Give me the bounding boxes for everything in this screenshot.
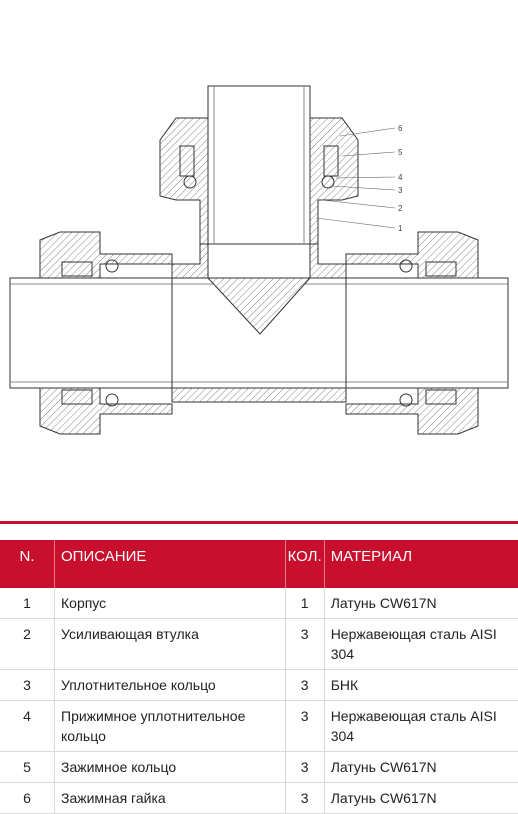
table-row xyxy=(0,588,518,619)
part-callouts xyxy=(398,124,403,233)
row-number: 5 xyxy=(0,752,55,783)
callout-4: 4 xyxy=(398,173,403,182)
row-material: БНК xyxy=(324,670,518,701)
header-quantity: КОЛ. xyxy=(285,540,324,588)
table-row xyxy=(0,619,518,670)
row-quantity: 1 xyxy=(285,588,324,619)
row-material: Латунь CW617N xyxy=(324,588,518,619)
callout-2: 2 xyxy=(398,204,403,213)
row-quantity: 3 xyxy=(285,783,324,814)
row-material: Латунь CW617N xyxy=(324,752,518,783)
table-row xyxy=(0,701,518,752)
header-description: ОПИСАНИЕ xyxy=(55,540,286,588)
header-number: N. xyxy=(0,540,55,588)
table-row xyxy=(0,752,518,783)
body-wall-bottom xyxy=(172,388,346,402)
left-nut xyxy=(40,232,172,278)
row-quantity: 3 xyxy=(285,752,324,783)
table-header-row xyxy=(0,540,518,588)
row-number: 6 xyxy=(0,783,55,814)
row-description: Зажимная гайка xyxy=(55,783,286,814)
body-core xyxy=(208,278,310,334)
callout-1: 1 xyxy=(398,224,403,233)
row-quantity: 3 xyxy=(285,670,324,701)
table-row xyxy=(0,670,518,701)
row-description: Уплотнительное кольцо xyxy=(55,670,286,701)
row-description: Зажимное кольцо xyxy=(55,752,286,783)
row-material: Нержавеющая сталь AISI 304 xyxy=(324,701,518,752)
row-number: 2 xyxy=(0,619,55,670)
callout-6: 6 xyxy=(398,124,403,133)
header-material: МАТЕРИАЛ xyxy=(324,540,518,588)
vertical-pipe xyxy=(208,86,310,244)
callout-3: 3 xyxy=(398,186,403,195)
row-number: 3 xyxy=(0,670,55,701)
row-number: 1 xyxy=(0,588,55,619)
section-divider xyxy=(0,521,518,524)
row-number: 4 xyxy=(0,701,55,752)
table-row xyxy=(0,783,518,814)
parts-table xyxy=(0,540,518,814)
row-description: Усиливающая втулка xyxy=(55,619,286,670)
body-wall-top-left xyxy=(172,244,208,278)
row-description: Корпус xyxy=(55,588,286,619)
row-material: Нержавеющая сталь AISI 304 xyxy=(324,619,518,670)
right-nut xyxy=(346,232,478,278)
body-wall-top-right xyxy=(310,244,346,278)
row-quantity: 3 xyxy=(285,619,324,670)
row-quantity: 3 xyxy=(285,701,324,752)
row-description: Прижимное уплотнительное кольцо xyxy=(55,701,286,752)
callout-5: 5 xyxy=(398,148,403,157)
row-material: Латунь CW617N xyxy=(324,783,518,814)
